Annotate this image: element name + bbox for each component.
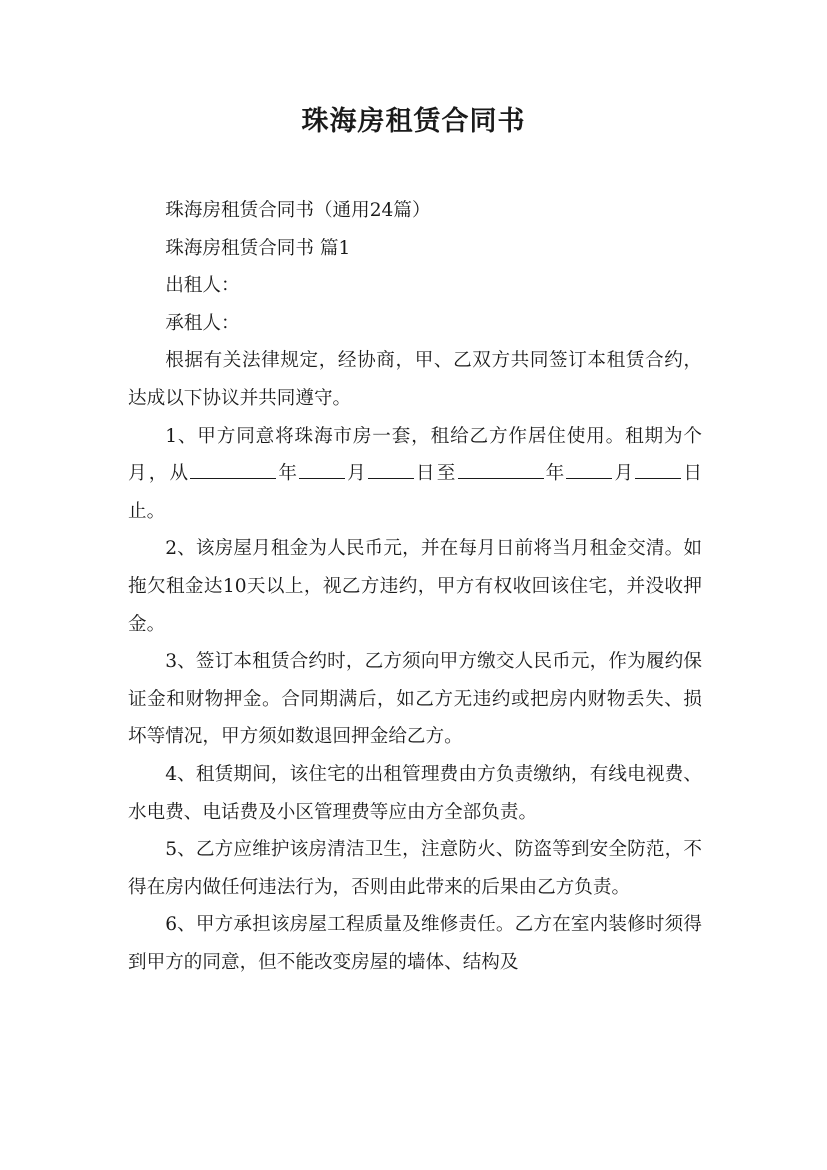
clause-1-day-end: 日止。 bbox=[128, 463, 702, 522]
clause-1-year-1: 年 bbox=[276, 463, 300, 485]
clause-1-month-1: 月 bbox=[345, 463, 368, 485]
clause-2: 2、该房屋月租金为人民币元，并在每月日前将当月租金交清。如拖欠租金达10天以上，视乙方违约，甲方有权收回该住宅，并没收押金。 bbox=[128, 538, 702, 635]
blank-start-year bbox=[190, 459, 276, 480]
document-body bbox=[128, 192, 702, 981]
blank-end-year bbox=[458, 459, 544, 480]
clause-1-month-2: 月 bbox=[612, 463, 636, 485]
document-title: 珠海房租赁合同书 bbox=[301, 106, 526, 137]
clause-4: 4、租赁期间，该住宅的出租管理费由方负责缴纳，有线电视费、水电费、电话费及小区管理费等应由方全部负责。 bbox=[128, 763, 702, 823]
clause-3: 3、签订本租赁合约时，乙方须向甲方缴交人民币元，作为履约保证金和财物押金。合同期满后，如乙方无违约或把房内财物丢失、损坏等情况，甲方须如数退回押金给乙方。 bbox=[128, 651, 702, 748]
section-heading: 珠海房租赁合同书 篇1 bbox=[165, 237, 351, 259]
subtitle-line: 珠海房租赁合同书（通用24篇） bbox=[165, 200, 431, 221]
lessor-label: 出租人： bbox=[165, 275, 240, 297]
clause-6: 6、甲方承担该房屋工程质量及维修责任。乙方在室内装修时须得到甲方的同意，但不能改变房屋的墙体、结构及 bbox=[128, 914, 702, 973]
clause-1-text: 1、甲方同意将珠海市房一套，租给乙方作居住使用。租期为个月，从 bbox=[128, 425, 702, 485]
clause-1-day-to: 日至 bbox=[413, 463, 458, 485]
lessee-label: 承租人： bbox=[165, 312, 240, 334]
clause-1 bbox=[128, 418, 702, 531]
clause-5: 5、乙方应维护该房清洁卫生，注意防火、防盗等到安全防范，不得在房内做任何违法行为，否则由此带来的后果由乙方负责。 bbox=[128, 839, 702, 898]
blank-end-day bbox=[635, 459, 681, 480]
blank-end-month bbox=[566, 459, 612, 480]
blank-start-day bbox=[368, 459, 414, 480]
blank-start-month bbox=[299, 459, 345, 480]
clause-1-year-2: 年 bbox=[543, 463, 567, 485]
intro-paragraph: 根据有关法律规定，经协商，甲、乙双方共同签订本租赁合约，达成以下协议并共同遵守。 bbox=[128, 350, 702, 409]
